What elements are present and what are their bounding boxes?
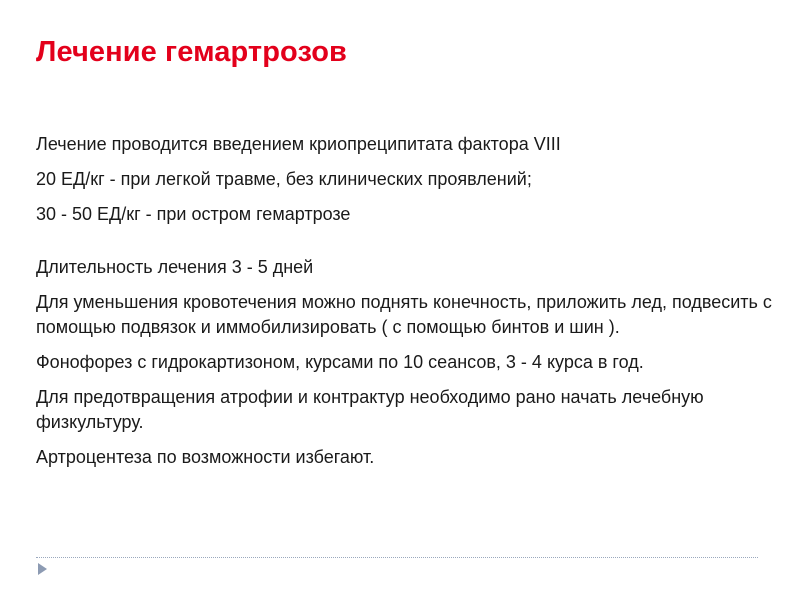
paragraph-dose-mild: 20 ЕД/кг - при легкой травме, без клинических проявлений; <box>36 169 532 189</box>
paragraph-duration: Длительность лечения 3 - 5 дней <box>36 257 314 277</box>
paragraph-physiotherapy: Для предотвращения атрофии и контрактур необходимо рано начать лечебную физкультуру. <box>36 387 704 432</box>
triangle-right-icon <box>38 563 47 575</box>
slide-body <box>36 132 796 480</box>
footer-divider <box>36 557 758 558</box>
slide-title: Лечение гемартрозов <box>36 36 347 68</box>
paragraph-phonophoresis: Фонофорез с гидрокартизоном, курсами по 10 сеансов, 3 - 4 курса в год. <box>36 352 644 372</box>
paragraph-treatment: Лечение проводится введением криопреципитата фактора VIII <box>36 134 561 154</box>
paragraph-bleeding: Для уменьшения кровотечения можно поднять конечность, приложить лед, подвесить с помощью подвязок и иммобилизировать ( с помощью бинтов и шин ). <box>36 292 772 337</box>
paragraph-arthrocentesis: Артроцентеза по возможности избегают. <box>36 447 375 467</box>
paragraph-gap <box>36 237 796 255</box>
paragraph-dose-acute: 30 - 50 ЕД/кг - при остром гемартрозе <box>36 204 351 224</box>
